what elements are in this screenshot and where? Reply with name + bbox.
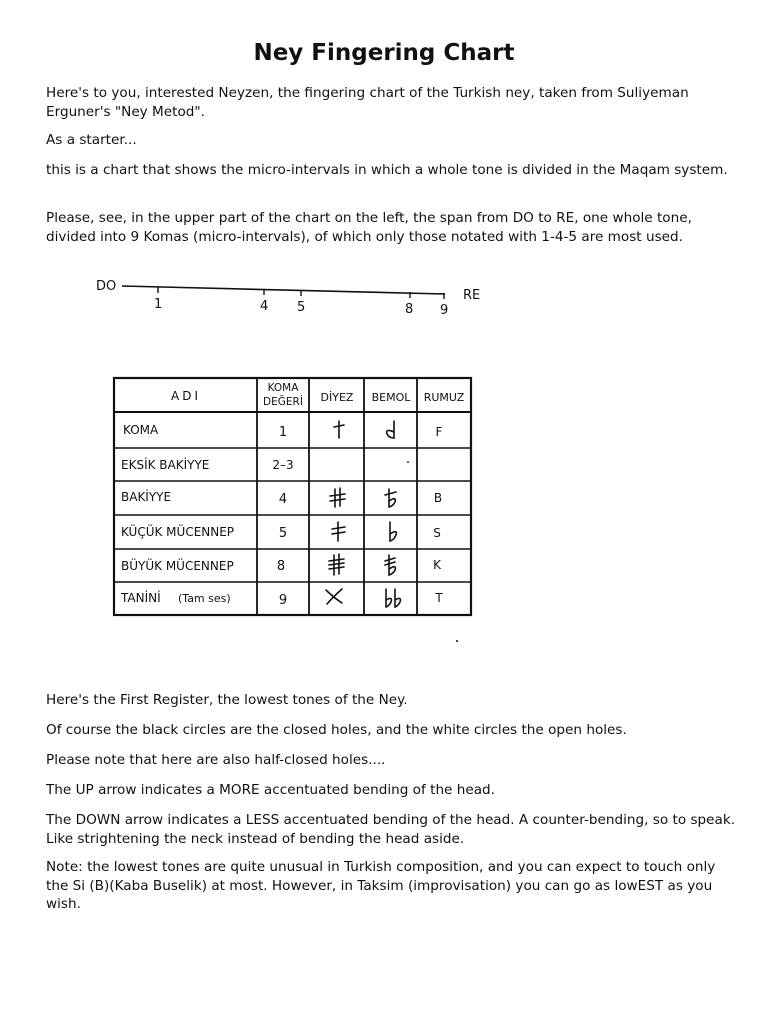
koma-value: 4 [278, 492, 288, 507]
tick-label: 4 [260, 299, 269, 314]
row-name: BAKİYYE [121, 490, 172, 504]
name-column [120, 423, 234, 605]
whole-tone-line [96, 279, 480, 318]
intro-paragraph-1: Here's to you, interested Neyzen, the fingering chart of the Turkish ney, taken from Suliyeman Erguner's "Ney Metod". [46, 85, 689, 120]
buyuk-sharp-icon [329, 554, 344, 575]
header-adi: ADI [171, 389, 201, 403]
bakiyye-sharp-icon [330, 488, 345, 507]
double-flat-icon [386, 589, 400, 607]
tone-line [122, 286, 445, 294]
header-rumuz: RUMUZ [423, 391, 465, 404]
bakiyye-flat-icon [385, 489, 396, 507]
value-column [272, 425, 293, 608]
koma-value: 9 [278, 593, 288, 608]
double-sharp-icon [326, 589, 342, 604]
scan-speck [456, 640, 458, 642]
register-paragraph-2: Of course the black circles are the closed holes, and the white circles the open holes. [46, 722, 627, 738]
header-degeri: DEĞERİ [263, 396, 303, 408]
row-name: EKSİK BAKİYYE [121, 458, 210, 472]
tick-label: 5 [297, 300, 306, 315]
koma-flat-icon [387, 421, 394, 438]
buyuk-flat-icon [385, 555, 395, 575]
register-paragraph-6: Note: the lowest tones are quite unusual in Turkish composition, and you can expect to touch only the Si (B)(Kaba Buselik) at most. However, in Taksim (improvisation) you can go as lowEST as you wish. [46, 859, 716, 912]
header-koma: KOMA [267, 382, 299, 394]
intro-paragraph-4: Please, see, in the upper part of the chart on the left, the span from DO to RE, one whole tone, divided into 9 Komas (micro-intervals), of which only those notated with 1-4-5 are most used. [46, 210, 692, 245]
rumuz-value: S [433, 526, 441, 540]
koma-value: 1 [278, 425, 288, 440]
page-title: Ney Fingering Chart [253, 40, 515, 66]
scan-speck [407, 461, 409, 463]
re-label: RE [463, 288, 481, 303]
header-diyez: DİYEZ [320, 391, 354, 404]
rumuz-value: K [433, 558, 441, 572]
rumuz-value: F [435, 425, 443, 439]
row-name: TANİNİ [121, 591, 161, 605]
table-header [171, 382, 465, 408]
koma-value: 8 [276, 559, 286, 574]
koma-sharp-icon [334, 421, 344, 438]
kucuk-sharp-icon [332, 522, 345, 541]
tick-label: 8 [405, 302, 414, 317]
row-name: BÜYÜK MÜCENNEP [121, 559, 234, 573]
register-paragraph-3: Please note that here are also half-closed holes.... [46, 752, 386, 768]
tick-label: 9 [440, 303, 449, 318]
intro-paragraph-3: this is a chart that shows the micro-intervals in which a whole tone is divided in the Maqam system. [46, 162, 728, 178]
intro-paragraph-2: As a starter... [46, 132, 137, 148]
rumuz-value: B [433, 491, 443, 505]
register-paragraph-5: The DOWN arrow indicates a LESS accentuated bending of the head. A counter-bending, so to speak. Like strightening the neck instead of bending the head aside. [46, 812, 736, 847]
koma-value: 2–3 [272, 458, 294, 472]
kucuk-flat-icon [390, 522, 396, 541]
register-paragraph-4: The UP arrow indicates a MORE accentuated bending of the head. [46, 782, 495, 798]
header-bemol: BEMOL [371, 391, 411, 404]
register-paragraph-1: Here's the First Register, the lowest tones of the Ney. [46, 692, 408, 708]
row-name: KÜÇÜK MÜCENNEP [121, 525, 235, 539]
row-name: KOMA [123, 423, 159, 437]
koma-value: 5 [278, 526, 288, 541]
rumuz-value: T [435, 591, 443, 605]
do-label: DO [96, 279, 117, 294]
row-name-note: (Tam ses) [178, 592, 231, 605]
tick-label: 1 [154, 297, 163, 312]
